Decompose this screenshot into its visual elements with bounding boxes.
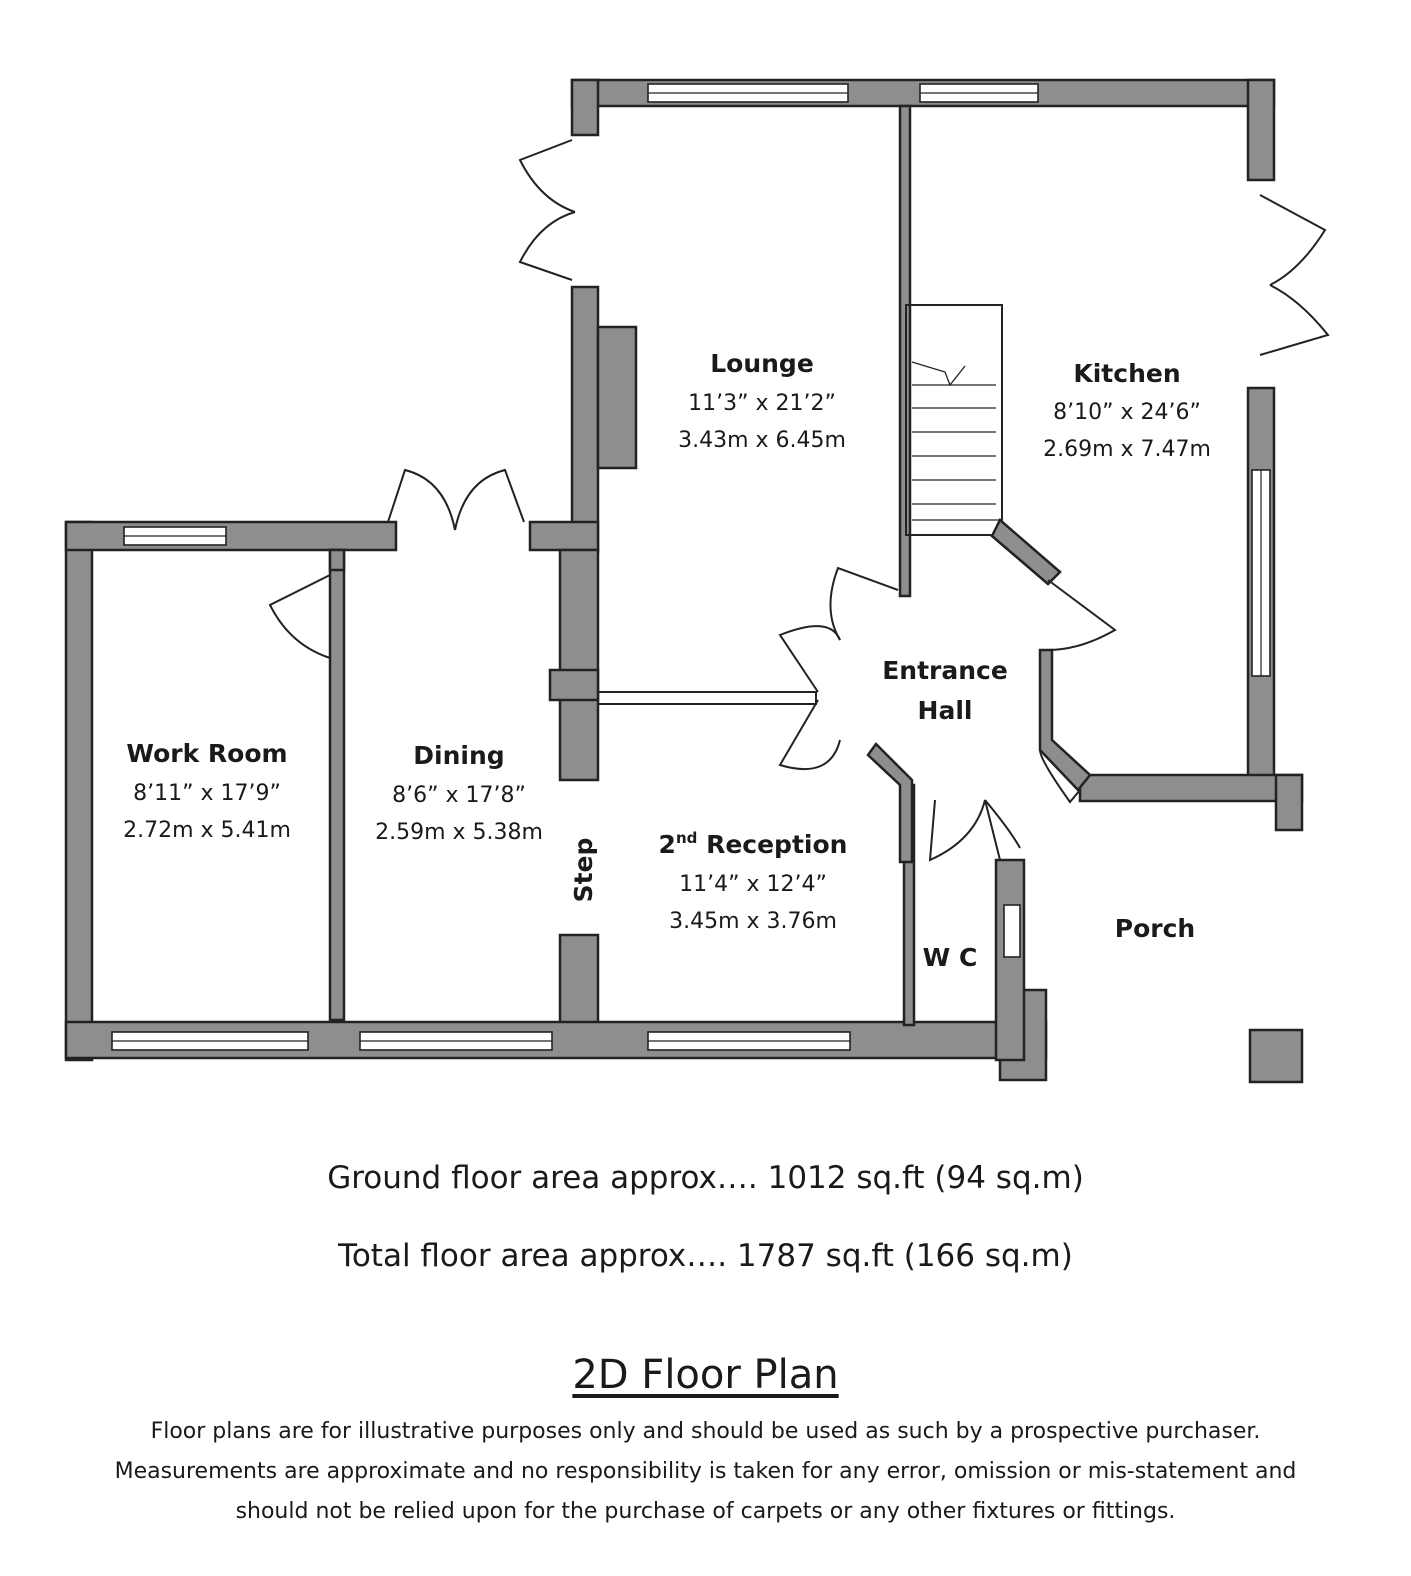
room-dining xyxy=(375,741,543,845)
room-entrance-hall xyxy=(882,656,1008,725)
porch-name: Porch xyxy=(1114,914,1196,943)
second-reception-name: 2nd Reception xyxy=(658,829,848,859)
room-second-reception xyxy=(659,829,848,934)
room-kitchen xyxy=(1043,359,1211,462)
second-reception-imperial: 11’4” x 12’4” xyxy=(679,872,827,897)
ground-floor-area: Ground floor area approx…. 1012 sq.ft (94 sq.m) xyxy=(327,1160,1084,1196)
second-reception-metric: 3.45m x 3.76m xyxy=(669,909,837,934)
total-floor-area: Total floor area approx…. 1787 sq.ft (166 sq.m) xyxy=(338,1238,1073,1274)
work-room-metric: 2.72m x 5.41m xyxy=(123,818,291,843)
dining-name: Dining xyxy=(413,741,505,770)
windows xyxy=(112,84,1270,1050)
wc-name: W C xyxy=(922,943,978,972)
room-lounge xyxy=(678,349,846,453)
lounge-metric: 3.43m x 6.45m xyxy=(678,428,846,453)
work-room-imperial: 8’11” x 17’9” xyxy=(133,781,281,806)
disclaimer-line-3: should not be relied upon for the purchase of carpets or any other fixtures or fittings. xyxy=(235,1499,1176,1524)
work-room-name: Work Room xyxy=(126,739,288,768)
dining-imperial: 8’6” x 17’8” xyxy=(392,783,526,808)
plan-title: 2D Floor Plan xyxy=(572,1352,839,1398)
entrance-hall-name-line2: Hall xyxy=(917,696,973,725)
kitchen-name: Kitchen xyxy=(1073,359,1181,388)
entrance-hall-name-line1: Entrance xyxy=(882,656,1008,685)
disclaimer-line-2: Measurements are approximate and no responsibility is taken for any error, omission or mis-statement and xyxy=(114,1459,1297,1484)
disclaimer xyxy=(30,1412,1381,1532)
kitchen-imperial: 8’10” x 24’6” xyxy=(1053,400,1201,425)
disclaimer-line-1: Floor plans are for illustrative purposes only and should be used as such by a prospective purchaser. xyxy=(150,1419,1261,1444)
lounge-name: Lounge xyxy=(710,349,814,378)
kitchen-metric: 2.69m x 7.47m xyxy=(1043,437,1211,462)
step-label: Step xyxy=(569,837,598,903)
room-work-room xyxy=(123,739,291,843)
dining-metric: 2.59m x 5.38m xyxy=(375,820,543,845)
lounge-imperial: 11’3” x 21’2” xyxy=(688,391,836,416)
